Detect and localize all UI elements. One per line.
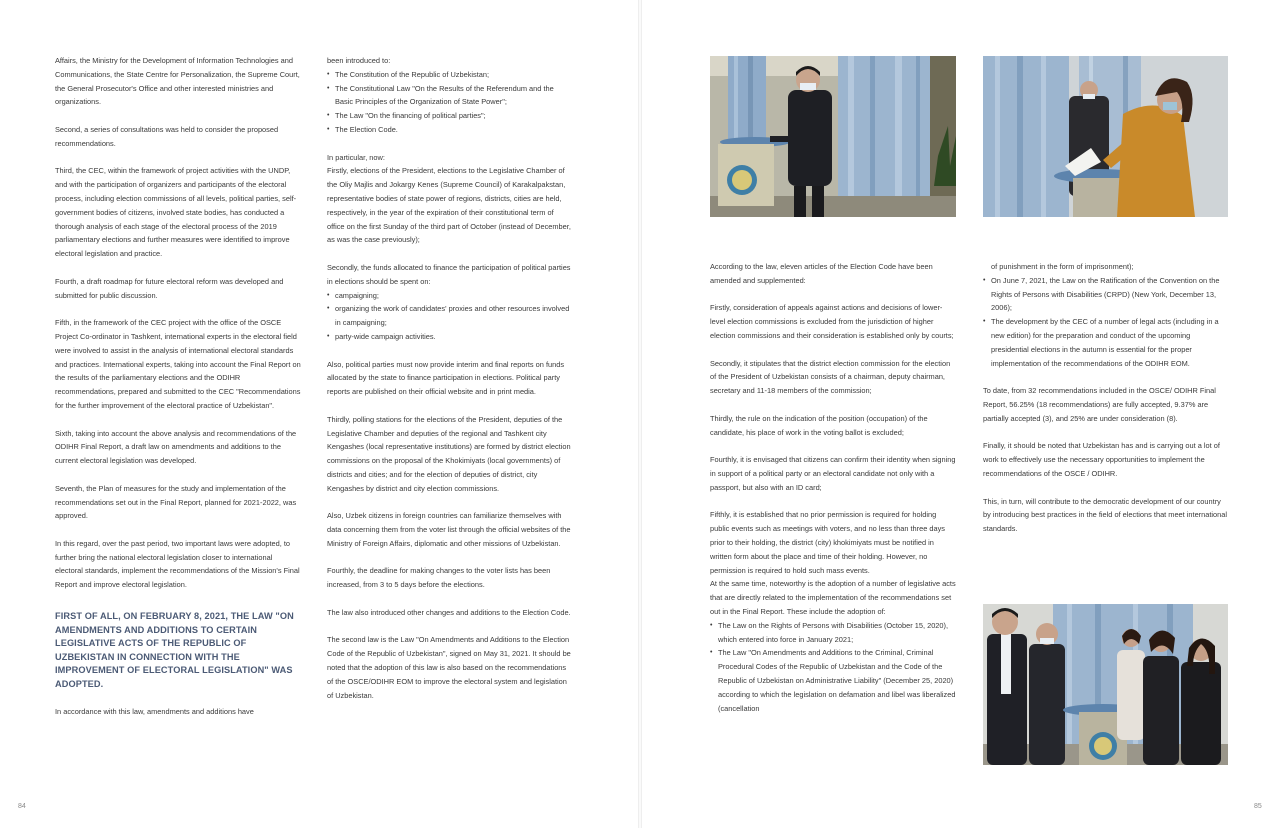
list-item: • The Constitutional Law "On the Results of the Referendum and the Basic Principles of the Organization of State Power"; [327,82,573,110]
paragraph: To date, from 32 recommendations included in the OSCE/ ODIHR Final Report, 56.25% (18 recommendations) are fully accepted, 9.37% are partially accepted (3), and 25% are under consideration (8). [983,386,1216,423]
list-item: • The Election Code. [327,123,573,137]
paragraph: In this regard, over the past period, two important laws were adopted, to further bring the national electoral legislation closer to international electoral standards, implement the recommendations of the Mission's Final Report and improve electoral legislation. [55,538,300,590]
list-item: • organizing the work of candidates' proxies and other resources involved in campaigning; [327,302,573,330]
bullet-list [710,619,956,716]
page-number: 85 [1254,803,1262,810]
paragraph: Secondly, it stipulates that the district election commission for the election of the President of Uzbekistan consists of a chairman, deputy chairman, secretary and 11-18 members of the commission; [710,358,951,396]
page-number: 84 [18,803,26,810]
left-page-column-1 [55,54,301,732]
paragraph: of punishment in the form of imprisonment); [991,262,1134,271]
paragraph: Fourthly, the deadline for making changes to the voter lists has been increased, from 3 to 5 days before the elections. [327,566,551,590]
paragraph: Thirdly, the rule on the indication of the position (occupation) of the candidate, his place of work in the voting ballot is excluded; [710,413,928,437]
paragraph: Finally, it should be noted that Uzbekistan has and is carrying out a lot of work to effectively use the necessary opportunities to implement the recommendations of the OSCE / ODIHR. [983,441,1220,478]
list-item: • The development by the CEC of a number of legal acts (including in a new edition) for the preparation and conduct of the upcoming presidential elections in the autumn is essential for the proper implementation of the recommendations of the ODIHR EOM. [983,315,1228,370]
paragraph: Fourthly, it is envisaged that citizens can confirm their identity when signing in support of a political party or an electoral candidate not only with a passport, but also with an ID card; [710,455,956,492]
paragraph: Affairs, the Ministry for the Development of Information Technologies and Communications, the State Centre for Personalization, the Supreme Court, the General Prosecutor's Office and other interested ministries and organizations. [55,56,300,107]
right-page-column-1 [710,260,956,729]
right-page [642,0,1280,828]
paragraph: Thirdly, polling stations for the elections of the President, deputies of the Legislative Chamber and deputies of the regional and Tashkent city Kengashes (local representative institutions) are formed by district election commissions on the proposal of the Khokimiyats (local governments) of districts and cities; and for the election of deputies of district, city Kengashes by district and city election commissions. [327,414,571,493]
list-item: • The Law "On the financing of political parties"; [327,109,573,123]
paragraph: Second, a series of consultations was held to consider the proposed recommendations. [55,124,279,148]
paragraph: Third, the CEC, within the framework of project activities with the UNDP, and with the participation of organizers and participants of the electoral process, including election commissions of all levels, political parties, self-government bodies of citizens, involved state bodies, has conducted a thorough analysis of each stage of the electoral process of the 2019 parliamentary elections and further measures were identified to improve electoral legislation and practice. [55,166,297,259]
paragraph: been introduced to: [327,56,391,65]
left-page-column-2 [327,54,573,716]
photo-voter-woman [983,56,1228,217]
paragraph: Fifth, in the framework of the CEC project with the office of the OSCE Project Co-ordinator in Tashkent, international experts in the electoral field were involved to assist in the analysis of international electoral standards and practices. International experts, taking into account the Final Report on the results of the parliamentary elections and the ODIHR recommendations, prepared and submitted to the CEC "Recommendations for the further improvement of the electoral practice of Uzbekistan". [55,318,301,410]
list-item: • party-wide campaign activities. [327,330,573,344]
paragraph: Seventh, the Plan of measures for the study and implementation of the recommendations set out in the Final Report, planned for 2021-2022, was approved. [55,483,297,521]
list-item: • The Constitution of the Republic of Uzbekistan; [327,68,573,82]
paragraph: This, in turn, will contribute to the democratic development of our country by introducing best practices in the field of elections that meet international standards. [983,496,1228,534]
list-item: • The Law "On Amendments and Additions to the Criminal, Criminal Procedural Codes of the Republic of Uzbekistan and the Code of the Republic of Uzbekistan on Administrative Liability" (December 25, 2020) according to which the legislation on defamation and libel was liberalized (cancellation [710,646,956,715]
bullet-list [983,274,1228,371]
list-item: • campaigning; [327,289,573,303]
photo-officials-group [983,604,1228,765]
bullet-list [327,68,573,137]
paragraph: In accordance with this law, amendments and additions have [55,706,254,716]
paragraph: The law also introduced other changes and additions to the Election Code. [327,607,571,617]
paragraph: Fourth, a draft roadmap for future electoral reform was developed and submitted for public discussion. [55,276,284,300]
right-page-column-2 [983,260,1228,550]
paragraph: Also, Uzbek citizens in foreign countries can familiarize themselves with data concerning them from the voter list through the official websites of the Ministry of Foreign Affairs, diplomatic and other missions of Uzbekistan. [327,511,571,548]
paragraph: Also, political parties must now provide interim and final reports on funds allocated by the state to finance participation in elections. Political party reports are published on their official website and in print media. [327,359,565,397]
bullet-list [327,289,573,344]
section-headline: FIRST OF ALL, ON FEBRUARY 8, 2021, THE LAW "ON AMENDMENTS AND ADDITIONS TO CERTAIN LEGISLATIVE ACTS OF THE REPUBLIC OF UZBEKISTAN IN CONNECTION WITH THE IMPROVEMENT OF ELECTORAL LEGISLATION" WAS ADOPTED. [55,611,294,690]
paragraph: At the same time, noteworthy is the adoption of a number of legislative acts that are directly related to the implementation of the recommendations set out in the Final Report. These include the adoption of: [710,579,956,616]
paragraph: Secondly, the funds allocated to finance the participation of political parties in elections should be spent on: [327,262,571,286]
left-page [0,0,638,828]
paragraph: Sixth, taking into account the above analysis and recommendations of the ODIHR Final Report, a draft law on amendments and additions to the current electoral legislation was developed. [55,428,297,466]
paragraph: Fifthly, it is established that no prior permission is required for holding public events such as meetings with voters, and no less than three days prior to their holding, the district (city) khokimiyats must be notified in written form about the place and time of their holding. However, no permission is required to hold such mass events. [710,510,945,575]
list-item: • On June 7, 2021, the Law on the Ratification of the Convention on the Rights of Persons with Disabilities (CRPD) (New York, December 13, 2006); [983,274,1228,315]
photo-voter-man [710,56,956,217]
paragraph: In particular, now: Firstly, elections of the President, elections to the Legislative Chamber of the Oliy Majlis and Jokargy Kenes (Supreme Council) of Karakalpakstan, representative bodies of state power of regions, districts, cities are held, respectively, in the year of the expiration of their constitutional term of office on the first Sunday of the third part of October (instead of December, as was the case previously); [327,152,571,245]
paragraph: The second law is the Law "On Amendments and Additions to the Election Code of the Republic of Uzbekistan", signed on May 31, 2021. It should be noted that the adoption of this law is also based on the recommendations of the OSCE/ODIHR EOM to improve the electoral system and legislation of Uzbekistan. [327,635,571,700]
paragraph: According to the law, eleven articles of the Election Code have been amended and supplemented: [710,262,933,285]
paragraph: Firstly, consideration of appeals against actions and decisions of lower-level election commissions is excluded from the jurisdiction of higher election commissions and their consideration is established only by courts; [710,303,954,340]
list-item: • The Law on the Rights of Persons with Disabilities (October 15, 2020), which entered into force in January 2021; [710,619,956,647]
